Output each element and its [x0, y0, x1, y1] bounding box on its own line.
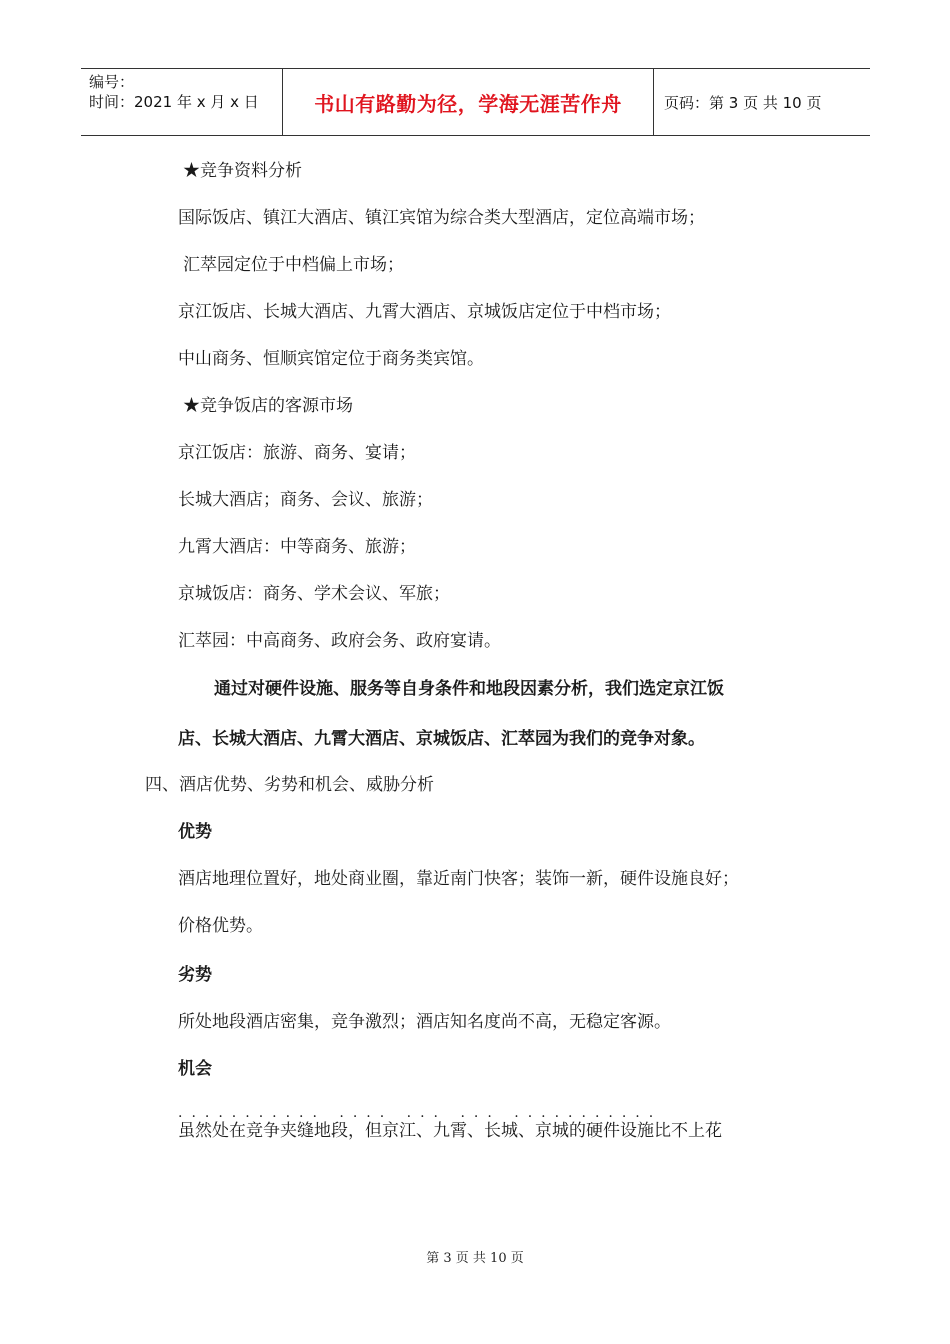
- source-market-item: 九霄大酒店：中等商务、旅游；: [178, 537, 416, 557]
- opportunity-title: 机会: [178, 1059, 212, 1079]
- paragraph-line: 京江饭店、长城大酒店、九霄大酒店、京城饭店定位于中档市场；: [178, 302, 671, 322]
- conclusion-line: 店、长城大酒店、九霄大酒店、京城饭店、汇萃园为我们的竞争对象。: [178, 729, 705, 749]
- source-market-item: 汇萃园：中高商务、政府会务、政府宴请。: [178, 631, 501, 651]
- strength-title: 优势: [178, 822, 212, 842]
- number-label: 编号：: [89, 73, 135, 91]
- section-competitor-analysis: ★竞争资料分析: [183, 161, 302, 181]
- header-table: [81, 68, 870, 136]
- source-market-item: 京城饭店：商务、学术会议、军旅；: [178, 584, 450, 604]
- strength-line: 价格优势。: [178, 916, 263, 936]
- time-label: 时间：2021 年 x 月 x 日: [89, 93, 259, 111]
- conclusion-line: 通过对硬件设施、服务等自身条件和地段因素分析，我们选定京江饭: [214, 679, 724, 699]
- header-meta: [81, 69, 282, 135]
- source-market-item: 京江饭店：旅游、商务、宴请；: [178, 443, 416, 463]
- paragraph-line: 国际饭店、镇江大酒店、镇江宾馆为综合类大型酒店，定位高端市场；: [178, 208, 705, 228]
- emphasis-dots: ........... .... ... ... ...........: [178, 1105, 663, 1121]
- opportunity-line: 虽然处在竞争夹缝地段，但京江、九霄、长城、京城的硬件设施比不上花: [178, 1121, 722, 1141]
- header-motto: 书山有路勤为径，学海无涯苦作舟: [282, 69, 654, 135]
- source-market-item: 长城大酒店；商务、会议、旅游；: [178, 490, 433, 510]
- weakness-line: 所处地段酒店密集，竞争激烈；酒店知名度尚不高，无稳定客源。: [178, 1012, 671, 1032]
- header-page-info: 页码：第 3 页 共 10 页: [664, 93, 822, 112]
- weakness-title: 劣势: [178, 965, 212, 985]
- section-source-market: ★竞争饭店的客源市场: [183, 396, 353, 416]
- page-footer: 第 3 页 共 10 页: [426, 1251, 524, 1266]
- paragraph-line: 中山商务、恒顺宾馆定位于商务类宾馆。: [178, 349, 484, 369]
- paragraph-line: 汇萃园定位于中档偏上市场；: [183, 255, 404, 275]
- strength-line: 酒店地理位置好，地处商业圈，靠近南门快客；装饰一新，硬件设施良好；: [178, 869, 739, 889]
- section4-title: 四、酒店优势、劣势和机会、威胁分析: [145, 775, 434, 795]
